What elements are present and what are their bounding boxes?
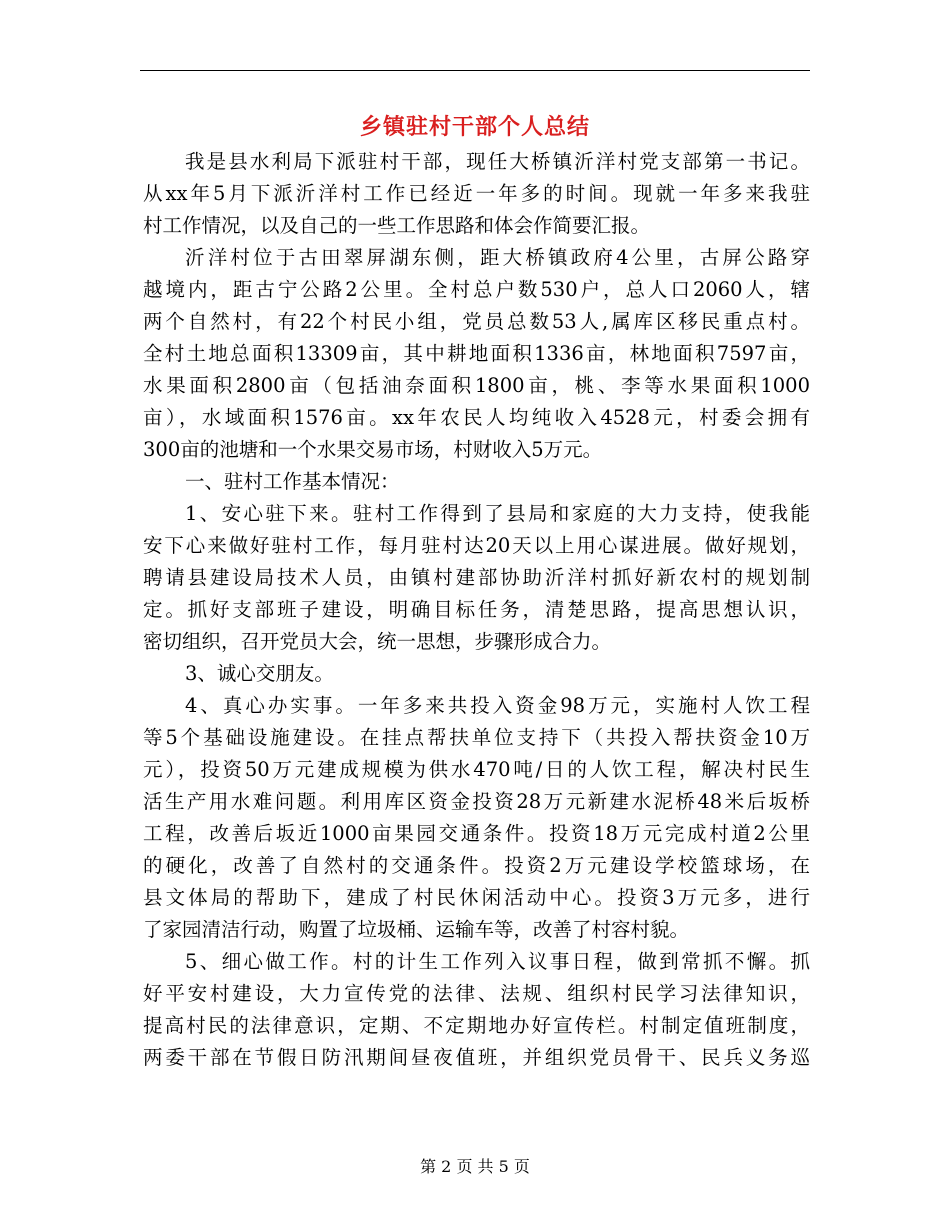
paragraph-line: 4、真心办实事。一年多来共投入资金98万元，实施村人饮工程	[185, 694, 810, 717]
paragraph-line: 两个自然村，有22个村民小组，党员总数53人,属库区移民重点村。	[143, 310, 810, 333]
paragraph-line: 从xx年5月下派沂洋村工作已经近一年多的时间。现就一年多来我驻	[143, 182, 810, 205]
paragraph-line: 提高村民的法律意识，定期、不定期地办好宣传栏。村制定值班制度，	[143, 1014, 810, 1037]
paragraph-line: 沂洋村位于古田翠屏湖东侧，距大桥镇政府4公里，古屏公路穿	[185, 246, 810, 269]
paragraph-line: 3、诚心交朋友。	[185, 662, 334, 685]
paragraph-line: 元），投资50万元建成规模为供水470吨/日的人饮工程，解决村民生	[143, 758, 810, 781]
paragraph-line: 好平安村建设，大力宣传党的法律、法规、组织村民学习法律知识，	[143, 982, 810, 1005]
document-body	[143, 146, 810, 1074]
paragraph-line: 了家园清洁行动，购置了垃圾桶、运输车等，改善了村容村貌。	[143, 918, 690, 941]
paragraph-line: 我是县水利局下派驻村干部，现任大桥镇沂洋村党支部第一书记。	[185, 150, 810, 173]
paragraph-line: 300亩的池塘和一个水果交易市场，村财收入5万元。	[143, 438, 603, 461]
page-title: 乡镇驻村干部个人总结	[359, 114, 590, 140]
paragraph-line: 一、驻村工作基本情况：	[185, 470, 400, 493]
paragraph-line: 全村土地总面积13309亩，其中耕地面积1336亩，林地面积7597亩，	[143, 342, 810, 365]
paragraph-line: 两委干部在节假日防汛期间昼夜值班，并组织党员骨干、民兵义务巡	[143, 1046, 810, 1069]
paragraph-line: 活生产用水难问题。利用库区资金投资28万元新建水泥桥48米后坂桥	[143, 790, 810, 813]
paragraph-line: 密切组织，召开党员大会，统一思想，步骤形成合力。	[143, 630, 612, 653]
header-rule	[140, 70, 810, 71]
page-footer: 第 2 页 共 5 页	[420, 1157, 530, 1176]
paragraph-line: 定。抓好支部班子建设，明确目标任务，清楚思路，提高思想认识，	[143, 598, 810, 621]
paragraph-line: 工程，改善后坂近1000亩果园交通条件。投资18万元完成村道2公里	[143, 822, 810, 845]
paragraph-line: 等5个基础设施建设。在挂点帮扶单位支持下（共投入帮扶资金10万	[143, 726, 810, 749]
paragraph-line: 村工作情况，以及自己的一些工作思路和体会作简要汇报。	[143, 214, 651, 237]
paragraph-line: 的硬化，改善了自然村的交通条件。投资2万元建设学校篮球场，在	[143, 854, 810, 877]
paragraph-line: 县文体局的帮助下，建成了村民休闲活动中心。投资3万元多，进行	[143, 886, 810, 909]
paragraph-line: 5、细心做工作。村的计生工作列入议事日程，做到常抓不懈。抓	[185, 950, 810, 973]
paragraph-line: 亩），水域面积1576亩。xx年农民人均纯收入4528元，村委会拥有	[143, 406, 810, 429]
paragraph-line: 越境内，距古宁公路2公里。全村总户数530户，总人口2060人，辖	[143, 278, 810, 301]
paragraph-line: 安下心来做好驻村工作，每月驻村达20天以上用心谋进展。做好规划，	[143, 534, 810, 557]
paragraph-line: 聘请县建设局技术人员，由镇村建部协助沂洋村抓好新农村的规划制	[143, 566, 810, 589]
paragraph-line: 水果面积2800亩（包括油奈面积1800亩，桃、李等水果面积1000	[143, 374, 810, 397]
paragraph-line: 1、安心驻下来。驻村工作得到了县局和家庭的大力支持，使我能	[185, 502, 810, 525]
